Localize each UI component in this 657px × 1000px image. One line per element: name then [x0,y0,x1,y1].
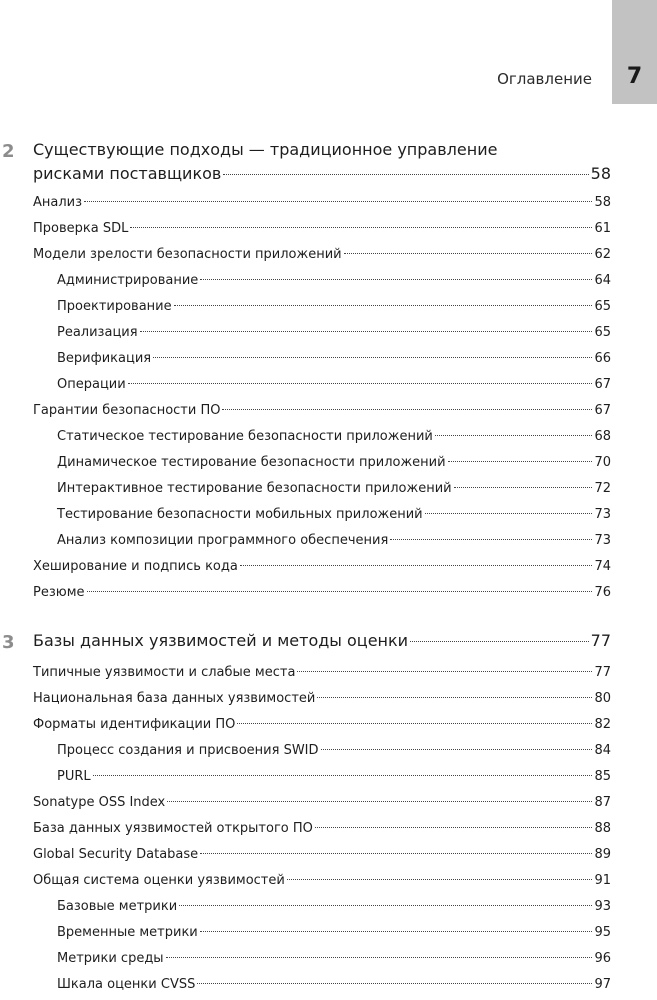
entry-title: Тестирование безопасности мобильных приложений [57,507,423,522]
entry-title: Global Security Database [33,847,199,862]
entry-page: 91 [594,873,611,888]
dot-leader [174,305,593,306]
toc-subentry[interactable] [57,325,611,340]
toc-subentry[interactable] [57,925,611,940]
toc-entry[interactable] [33,691,611,706]
chapter-number: 2 [2,141,15,162]
running-header-title: Оглавление [497,70,592,88]
toc-subentry[interactable] [57,743,611,758]
entry-title: Форматы идентификации ПО [33,717,236,732]
dot-leader [200,853,592,854]
toc-subentry[interactable] [57,481,611,496]
dot-leader [140,331,593,332]
entry-title: Анализ [33,195,83,210]
page-number: 7 [626,64,643,89]
entry-title: Типичные уязвимости и слабые места [33,665,296,680]
dot-leader [425,513,593,514]
entry-title: Национальная база данных уязвимостей [33,691,316,706]
dot-leader [223,174,588,175]
dot-leader [167,801,592,802]
entry-title: Sonatype OSS Index [33,795,166,810]
entry-page: 93 [594,899,611,914]
dot-leader [222,409,592,410]
dot-leader [317,697,592,698]
dot-leader [130,227,592,228]
toc-entry[interactable] [33,195,611,210]
chapter-title-line2: рисками поставщиков [33,164,222,183]
entry-title: Администрирование [57,273,199,288]
entry-page: 82 [594,717,611,732]
toc-chapter-entry[interactable] [33,631,611,650]
entry-page: 85 [594,769,611,784]
dot-leader [344,253,593,254]
entry-title: Гарантии безопасности ПО [33,403,221,418]
chapter-title: Базы данных уязвимостей и методы оценки [33,631,409,650]
toc-entry[interactable] [33,403,611,418]
toc-subentry[interactable] [57,533,611,548]
entry-page: 61 [594,221,611,236]
entry-title: Верификация [57,351,152,366]
dot-leader [390,539,592,540]
entry-page: 64 [594,273,611,288]
entry-page: 74 [594,559,611,574]
entry-page: 58 [590,164,611,183]
dot-leader [84,201,592,202]
entry-page: 67 [594,403,611,418]
page-number-tab [612,0,657,104]
toc-entry[interactable] [33,585,611,600]
toc-entry[interactable] [33,717,611,732]
entry-title: Базовые метрики [57,899,178,914]
toc-subentry[interactable] [57,273,611,288]
dot-leader [153,357,592,358]
toc-subentry[interactable] [57,429,611,444]
entry-page: 89 [594,847,611,862]
toc-subentry[interactable] [57,977,611,992]
toc-entry[interactable] [33,795,611,810]
toc-entry[interactable] [33,821,611,836]
toc-chapter-entry[interactable] [33,164,611,183]
toc-subentry[interactable] [57,299,611,314]
toc-subentry[interactable] [57,377,611,392]
dot-leader [87,591,593,592]
entry-page: 72 [594,481,611,496]
chapter-number: 3 [2,632,15,653]
entry-title: Временные метрики [57,925,198,940]
toc-subentry[interactable] [57,951,611,966]
dot-leader [454,487,593,488]
dot-leader [297,671,592,672]
entry-page: 88 [594,821,611,836]
entry-page: 70 [594,455,611,470]
dot-leader [315,827,593,828]
toc-subentry[interactable] [57,351,611,366]
dot-leader [240,565,593,566]
toc-subentry[interactable] [57,769,611,784]
entry-title: Шкала оценки CVSS [57,977,196,992]
entry-page: 73 [594,533,611,548]
entry-title: PURL [57,769,91,784]
toc-subentry[interactable] [57,507,611,522]
entry-title: База данных уязвимостей открытого ПО [33,821,313,836]
entry-page: 65 [594,299,611,314]
entry-page: 66 [594,351,611,366]
toc-subentry[interactable] [57,899,611,914]
entry-title: Динамическое тестирование безопасности приложений [57,455,446,470]
entry-page: 77 [594,665,611,680]
entry-title: Процесс создания и присвоения SWID [57,743,319,758]
entry-page: 77 [590,631,611,650]
dot-leader [197,983,592,984]
toc-entry[interactable] [33,559,611,574]
entry-title: Операции [57,377,126,392]
entry-title: Проектирование [57,299,172,314]
toc-entry[interactable] [33,247,611,262]
dot-leader [93,775,593,776]
toc-entry[interactable] [33,221,611,236]
dot-leader [166,957,593,958]
dot-leader [200,931,593,932]
chapter-title-line1: Существующие подходы — традиционное управление [33,140,498,159]
entry-page: 84 [594,743,611,758]
entry-title: Общая система оценки уязвимостей [33,873,285,888]
entry-page: 67 [594,377,611,392]
entry-page: 65 [594,325,611,340]
entry-page: 80 [594,691,611,706]
dot-leader [287,879,593,880]
entry-page: 87 [594,795,611,810]
dot-leader [179,905,592,906]
dot-leader [237,723,592,724]
toc-entry[interactable] [33,665,611,680]
toc-subentry[interactable] [57,455,611,470]
entry-page: 96 [594,951,611,966]
dot-leader [321,749,593,750]
entry-title: Статическое тестирование безопасности приложений [57,429,433,444]
toc-entry[interactable] [33,847,611,862]
entry-title: Проверка SDL [33,221,129,236]
dot-leader [448,461,593,462]
dot-leader [435,435,593,436]
entry-page: 68 [594,429,611,444]
entry-title: Метрики среды [57,951,164,966]
entry-page: 95 [594,925,611,940]
entry-page: 62 [594,247,611,262]
entry-page: 76 [594,585,611,600]
entry-title: Хеширование и подпись кода [33,559,238,574]
toc-entry[interactable] [33,873,611,888]
entry-title: Интерактивное тестирование безопасности приложений [57,481,452,496]
dot-leader [410,641,589,642]
entry-title: Реализация [57,325,138,340]
entry-page: 97 [594,977,611,992]
entry-title: Анализ композиции программного обеспечения [57,533,389,548]
entry-title: Резюме [33,585,85,600]
dot-leader [200,279,592,280]
entry-page: 73 [594,507,611,522]
dot-leader [128,383,593,384]
entry-title: Модели зрелости безопасности приложений [33,247,342,262]
entry-page: 58 [594,195,611,210]
